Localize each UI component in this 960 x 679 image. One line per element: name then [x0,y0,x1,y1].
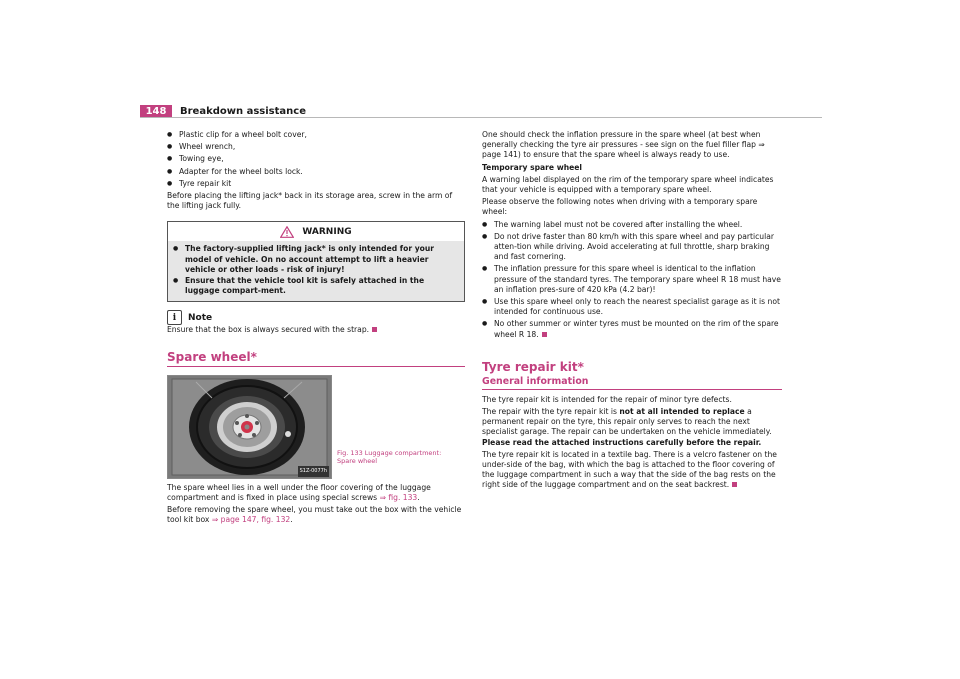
spare-paragraph-2: Before removing the spare wheel, you must take out the box with the vehicle tool kit box ⇒ page 147, fig. 132. [167,505,462,525]
tyre-repair-kit-title: Tyre repair kit* [482,359,584,374]
list-item: ● Tyre repair kit [167,179,465,189]
kit-paragraph-3-text: The tyre repair kit is located in a textile bag. There is a velcro fastener on the under-side of the bag, with which the bag is attached to the floor covering of the luggage compartment in such a way that the side of the bag rests on the right side of the luggage compartment and on the seat backrest. [482,449,777,490]
page-147-link[interactable]: ⇒ page 147, fig. 132 [211,515,291,525]
fig-133-link[interactable]: ⇒ fig. 133 [379,492,418,502]
note-text-body: Ensure that the box is always secured with the strap. [167,325,370,335]
info-note-icon: i [167,310,182,325]
header-title: Breakdown assistance [180,106,306,117]
temp-paragraph-2: Please observe the following notes when driving with a temporary spare wheel: [482,197,758,217]
note-header [167,310,465,325]
intro-paragraph: One should check the inflation pressure in the spare wheel (at best when generally checking the tyre air pressures - see sign on the fuel filler flap ⇒ page 141) to ensure that the spare wheel is always ready to use. [482,130,765,160]
list-item: ● Towing eye, [167,154,465,164]
figure-133 [167,375,465,477]
warning-triangle-icon [280,226,294,238]
general-information-title: General information [482,376,782,390]
temp-list [482,220,782,340]
list-item: ● The warning label must not be covered after installing the wheel. [482,220,782,230]
left-column [167,130,465,527]
warning-list [173,244,459,296]
figure-caption: Fig. 133 Luggage compartment: Spare wheel [337,448,442,465]
list-item: ● The inflation pressure for this spare wheel is identical to the inflation pressure of the standard tyres. The temporary spare wheel R 18 must have an inflation pres-sure of 420 kPa (4.2 bar)! [482,264,782,295]
list-item: ● Plastic clip for a wheel bolt cover, [167,130,465,140]
spare-wheel-title: Spare wheel* [167,350,465,367]
list-item: ● Adapter for the wheel bolts lock. [167,167,465,177]
image-code: S1Z-0077h [298,466,329,476]
end-marker-icon [732,482,737,487]
warning-header [168,222,464,241]
end-marker-icon [372,327,377,332]
end-marker-icon [542,332,547,337]
warning-title: WARNING [302,227,352,238]
list-item: ● Do not drive faster than 80 km/h with this spare wheel and pay particular atten-tion while driving. Avoid accelerating at full throttle, sharp braking and fast cornering. [482,232,782,263]
kit-paragraph-2-b: not at all intended to replace [619,407,745,417]
kit-paragraph-1: The tyre repair kit is intended for the repair of minor tyre defects. [482,394,732,404]
kit-paragraph-2-c: a permanent repair on the tyre, this repair only serves to reach the next specialist garage. The repair can be undertaken on the vehicle immediately. [482,407,772,437]
warning-box [167,221,465,302]
temp-paragraph-1: A warning label displayed on the rim of the temporary spare wheel indicates that your vehicle is equipped with a temporary spare wheel. [482,174,774,195]
warning-body [168,241,464,301]
list-item-text: No other summer or winter tyres must be mounted on the rim of the spare wheel R 18. [494,319,779,339]
temp-spare-heading: Temporary spare wheel [482,162,583,172]
header-rule [140,117,822,118]
warning-item: ● Ensure that the vehicle tool kit is safely attached in the luggage compart-ment. [173,276,459,296]
kit-paragraph-2-d: Please read the attached instructions carefully before the repair. [482,437,762,447]
kit-paragraph-2 [482,407,782,448]
tool-list [167,130,465,189]
warning-item: ● The factory-supplied lifting jack* is only intended for your model of vehicle. On no account attempt to lift a heavier vehicle or other loads - risk of injury! [173,244,459,275]
spare-wheel-illustration [168,376,331,478]
spare-paragraph-1: The spare wheel lies in a well under the floor covering of the luggage compartment and is fixed in place using special screws ⇒ fig. 133. [167,482,431,502]
list-item: ● Wheel wrench, [167,142,465,152]
list-item [482,319,782,339]
note-text [167,325,465,335]
kit-paragraph-2-a: The repair with the tyre repair kit is [482,407,617,417]
spare-paragraph-2-text: Before removing the spare wheel, you must take out the box with the vehicle tool kit box [167,505,462,525]
spare-paragraph-1-text: The spare wheel lies in a well under the floor covering of the luggage compartment and is fixed in place using special screws [167,482,431,502]
spare-wheel-image [167,375,332,479]
right-column [482,130,782,493]
list-item: ● Use this spare wheel only to reach the nearest specialist garage as it is not intended for continuous use. [482,297,782,317]
note-title: Note [188,312,213,323]
jack-paragraph: Before placing the lifting jack* back in its storage area, screw in the arm of the lifting jack fully. [167,191,453,211]
kit-paragraph-3 [482,450,782,491]
page-number: 148 [140,105,172,118]
